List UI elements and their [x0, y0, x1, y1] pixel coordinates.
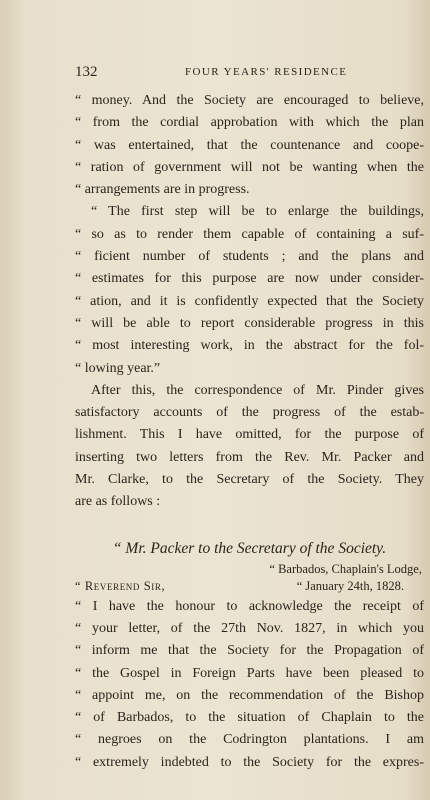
dateline-place: “ Barbados, Chaplain's Lodge, — [269, 561, 422, 576]
dateline-date: “ January 24th, 1828. — [296, 578, 404, 593]
text-line: satisfactory accounts of the progress of the estab- — [75, 405, 424, 421]
text-line: lishment. This I have omitted, for the purpose of — [75, 427, 424, 443]
text-line: “ will be able to report considerable progress in this — [75, 315, 424, 331]
letter-body — [75, 596, 424, 774]
text-line: “ ation, and it is confidently expected that the Society — [75, 293, 424, 309]
text-line: “ lowing year.” — [75, 360, 161, 376]
page-number: 132 — [75, 64, 98, 80]
page-header — [75, 64, 420, 84]
text-line: “ I have the honour to acknowledge the receipt of — [75, 598, 424, 614]
text-line: “ your letter, of the 27th Nov. 1827, in which you — [75, 620, 424, 636]
text-line: inserting two letters from the Rev. Mr. Packer and — [75, 449, 424, 465]
text-line: “ of Barbados, to the situation of Chaplain to the — [75, 710, 424, 726]
letter-dateline — [75, 562, 424, 596]
text-line: Mr. Clarke, to the Secretary of the Society. They — [75, 472, 424, 488]
letter-salutation: “ Reverend Sir, — [75, 578, 166, 593]
text-line: “ The first step will be to enlarge the buildings, — [91, 204, 424, 220]
text-line: are as follows : — [75, 494, 161, 510]
running-head: FOUR YEARS' RESIDENCE — [185, 66, 348, 78]
text-line: “ appoint me, on the recommendation of the Bishop — [75, 687, 424, 703]
text-line: “ extremely indebted to the Society for the expres- — [75, 754, 424, 770]
text-line: “ so as to render them capable of containing a suf- — [75, 226, 424, 242]
text-line: “ money. And the Society are encouraged to believe, — [75, 93, 424, 108]
text-line: “ ration of government will not be wanting when the — [75, 159, 424, 175]
text-line: “ estimates for this purpose are now under consider- — [75, 271, 424, 287]
text-line: “ ficient number of students ; and the plans and — [75, 249, 424, 265]
letter-heading: “ Mr. Packer to the Secretary of the Society. — [112, 539, 387, 557]
text-line: “ from the cordial approbation with which the plan — [75, 115, 424, 131]
text-line: “ arrangements are in progress. — [75, 182, 250, 198]
paragraph-after-this — [75, 380, 424, 514]
text-line: “ inform me that the Society for the Propagation of — [75, 643, 424, 659]
text-line: “ most interesting work, in the abstract for the fol- — [75, 338, 424, 354]
paragraph-first-step — [75, 201, 424, 379]
text-line: “ the Gospel in Foreign Parts have been pleased to — [75, 665, 424, 681]
paragraph-continuation — [75, 90, 424, 201]
text-line: “ negroes on the Codrington plantations. I am — [75, 732, 424, 748]
section-spacer — [75, 514, 424, 536]
text-line: After this, the correspondence of Mr. Pinder gives — [91, 382, 424, 398]
text-line: “ was entertained, that the countenance and coope- — [75, 137, 424, 153]
page-body — [75, 90, 424, 774]
